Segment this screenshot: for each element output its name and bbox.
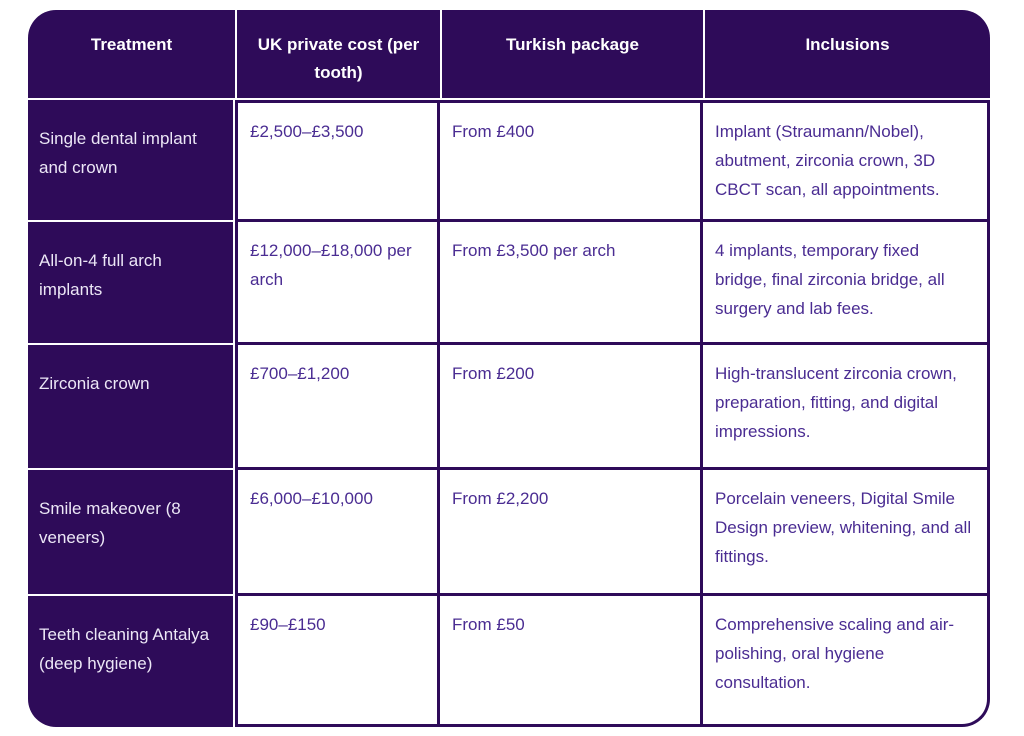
turkish-package-cell: From £400 (440, 100, 703, 222)
table-row (28, 596, 990, 727)
treatment-cell: Single dental implant and crown (28, 100, 235, 222)
uk-cost-cell: £700–£1,200 (235, 345, 440, 470)
inclusions-cell: Comprehensive scaling and air-polishing, oral hygiene consultation. (703, 596, 990, 727)
header-cell-treatment: Treatment (28, 10, 235, 100)
treatment-cell: All-on-4 full arch implants (28, 222, 235, 345)
treatment-cell: Zirconia crown (28, 345, 235, 470)
dental-pricing-table (28, 10, 990, 727)
inclusions-cell: Porcelain veneers, Digital Smile Design preview, whitening, and all fittings. (703, 470, 990, 596)
table-row (28, 345, 990, 470)
inclusions-cell: 4 implants, temporary fixed bridge, final zirconia bridge, all surgery and lab fees. (703, 222, 990, 345)
header-cell-turkish-package: Turkish package (440, 10, 703, 100)
treatment-cell: Teeth cleaning Antalya (deep hygiene) (28, 596, 235, 727)
treatment-cell: Smile makeover (8 veneers) (28, 470, 235, 596)
inclusions-cell: High-translucent zirconia crown, preparation, fitting, and digital impressions. (703, 345, 990, 470)
uk-cost-cell: £12,000–£18,000 per arch (235, 222, 440, 345)
header-cell-uk-cost: UK private cost (per tooth) (235, 10, 440, 100)
inclusions-cell: Implant (Straumann/Nobel), abutment, zirconia crown, 3D CBCT scan, all appointments. (703, 100, 990, 222)
uk-cost-cell: £90–£150 (235, 596, 440, 727)
header-cell-inclusions: Inclusions (703, 10, 990, 100)
table-row (28, 100, 990, 222)
turkish-package-cell: From £3,500 per arch (440, 222, 703, 345)
turkish-package-cell: From £50 (440, 596, 703, 727)
turkish-package-cell: From £2,200 (440, 470, 703, 596)
table-row (28, 222, 990, 345)
table-row (28, 470, 990, 596)
uk-cost-cell: £2,500–£3,500 (235, 100, 440, 222)
turkish-package-cell: From £200 (440, 345, 703, 470)
uk-cost-cell: £6,000–£10,000 (235, 470, 440, 596)
header-row (28, 10, 990, 100)
